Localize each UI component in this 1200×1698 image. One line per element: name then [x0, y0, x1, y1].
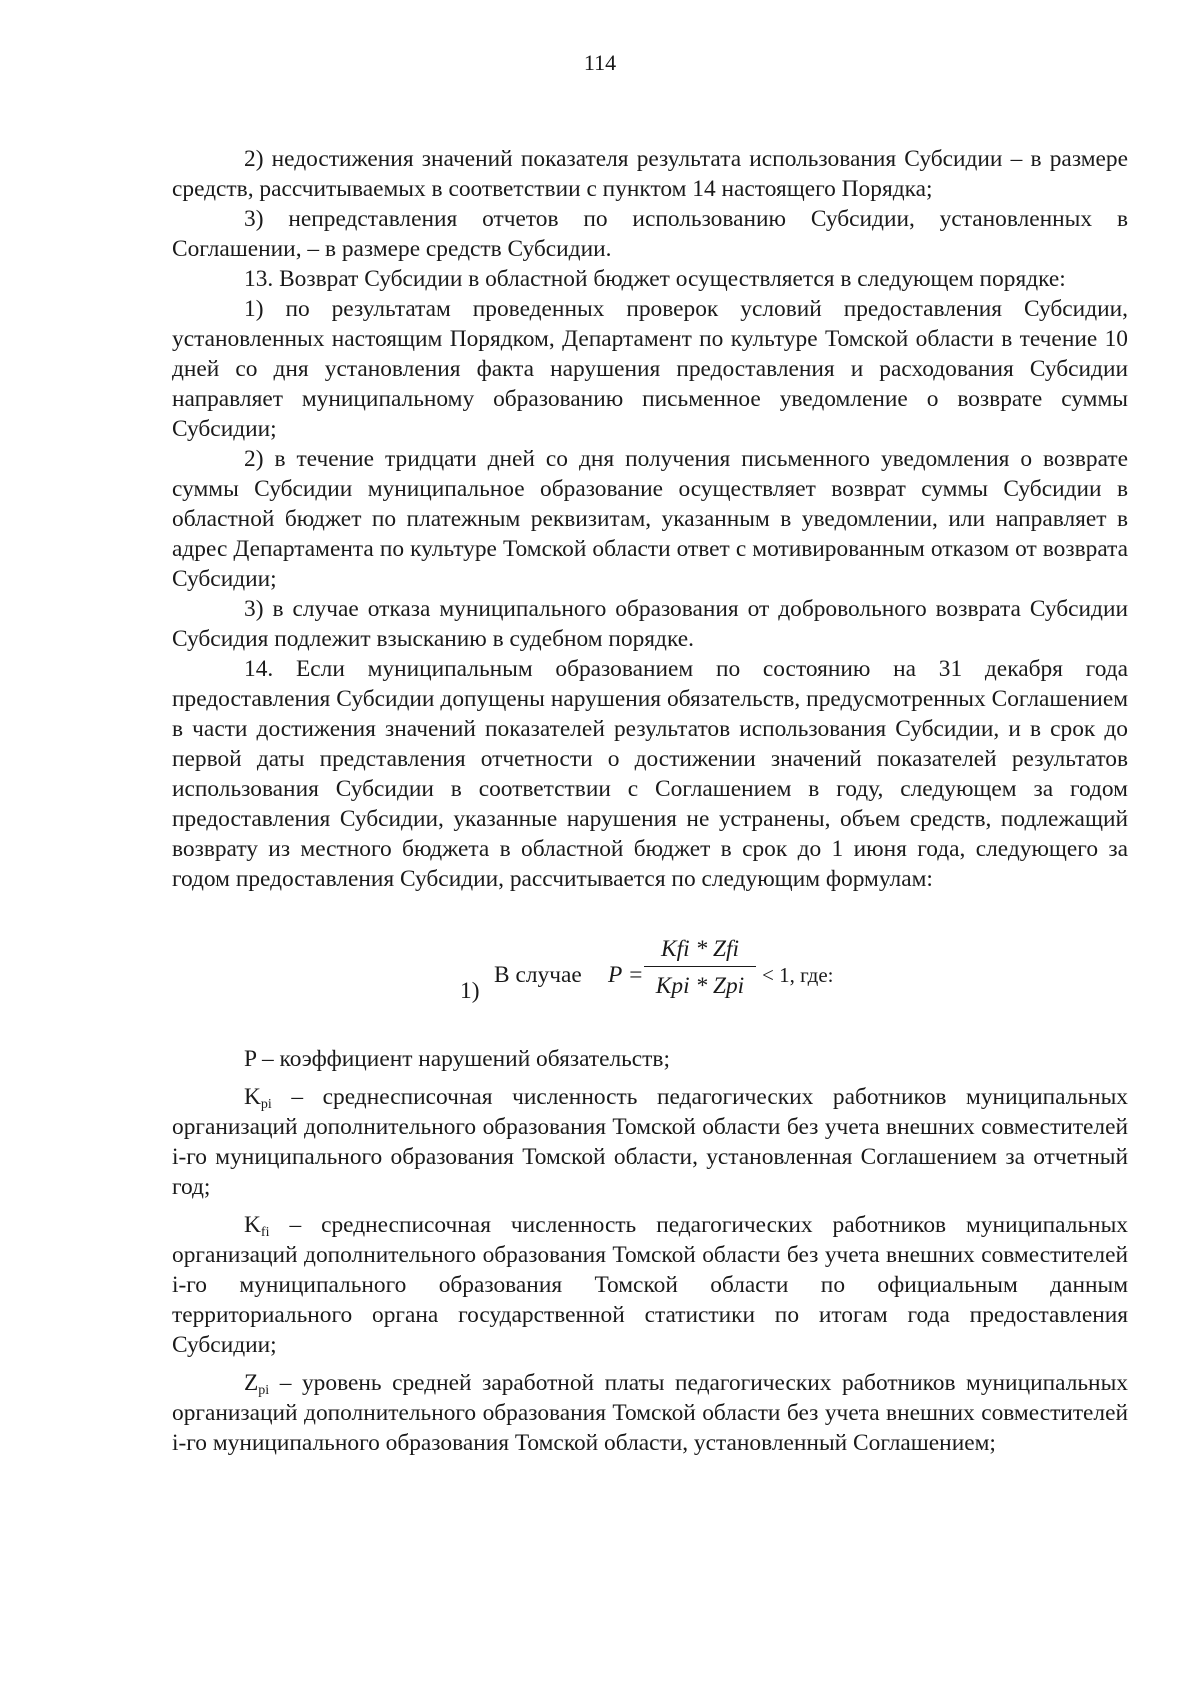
paragraph-section-13: 13. Возврат Субсидии в областной бюджет осуществляется в следующем порядке:	[244, 266, 1066, 292]
formula-block	[172, 894, 1128, 1044]
paragraph-13-item-1: 1) по результатам проведенных проверок условий предоставления Субсидии, установленных настоящим Порядком, Департамент по культуре Томской области в течение 10 дней со дня установления факта нарушения предоставления и расходования Субсидии направляет муниципальному образованию письменное уведомление о возврате суммы Субсидии;	[172, 296, 1128, 442]
definition-kpi-subscript: pi	[260, 1097, 272, 1112]
definition-zpi-text: – уровень средней заработной платы педагогических работников муниципальных организаций дополнительного образования Томской области без учета внешних совместителей i-го муниципального образования Томской области, установленный Соглашением;	[172, 1370, 1128, 1456]
paragraph-item-2-underachievement: 2) недостижения значений показателя результата использования Субсидии – в размере средств, рассчитываемых в соответствии с пунктом 14 настоящего Порядка;	[172, 146, 1128, 202]
definition-zpi	[172, 1368, 1128, 1458]
paragraph-section-14: 14. Если муниципальным образованием по состоянию на 31 декабря года предоставления Субсидии допущены нарушения обязательств, предусмотренных Соглашением в части достижения значений показателей результатов использования Субсидии, и в срок до первой даты представления отчетности о достижении значений показателей результатов использования Субсидии в соответствии с Соглашением в году, следующем за годом предоставления Субсидии, указанные нарушения не устранены, объем средств, подлежащий возврату из местного бюджета в областной бюджет в срок до 1 июня года, следующего за годом предоставления Субсидии, рассчитывается по следующим формулам:	[172, 656, 1128, 892]
formula-case-text: В случае	[494, 962, 582, 988]
paragraph-13-item-3: 3) в случае отказа муниципального образования от добровольного возврата Субсидии Субсидия подлежит взысканию в судебном порядке.	[172, 596, 1128, 652]
formula-numerator: Kfi * Zfi	[661, 936, 739, 962]
definition-kpi-symbol: K	[244, 1084, 261, 1110]
definition-zpi-symbol: Z	[244, 1370, 259, 1396]
definition-kpi-text: – среднесписочная численность педагогических работников муниципальных организаций дополнительного образования Томской области без учета внешних совместителей i-го муниципального образования Томской области, установленная Соглашением за отчетный год;	[172, 1084, 1128, 1200]
definition-kfi-symbol: K	[244, 1212, 261, 1238]
formula-lhs: P =	[608, 962, 644, 988]
definition-kfi-text: – среднесписочная численность педагогических работников муниципальных организаций дополнительного образования Томской области без учета внешних совместителей i-го муниципального образования Томской области по официальным данным территориального органа государственной статистики по итогам года предоставления Субсидии;	[172, 1212, 1128, 1358]
page-number: 114	[583, 50, 617, 75]
formula-fraction	[644, 936, 756, 999]
document-body	[172, 144, 1128, 1458]
definition-kpi	[172, 1082, 1128, 1202]
fraction-bar	[644, 966, 756, 967]
formula-tail: < 1, где:	[762, 963, 834, 987]
definition-p: P – коэффициент нарушений обязательств;	[244, 1046, 670, 1072]
definition-kfi	[172, 1210, 1128, 1360]
paragraph-13-item-2: 2) в течение тридцати дней со дня получения письменного уведомления о возврате суммы Субсидии муниципальное образование осуществляет возврат суммы Субсидии в областной бюджет по платежным реквизитам, указанным в уведомлении, или направляет в адрес Департамента по культуре Томской области ответ с мотивированным отказом от возврата Субсидии;	[172, 446, 1128, 592]
definition-kfi-subscript: fi	[260, 1225, 270, 1240]
paragraph-item-3-no-reports: 3) непредставления отчетов по использованию Субсидии, установленных в Соглашении, – в размере средств Субсидии.	[172, 206, 1128, 262]
formula-number: 1)	[460, 978, 480, 1004]
definition-zpi-subscript: pi	[258, 1383, 270, 1398]
formula-denominator: Kpi * Zpi	[655, 973, 745, 999]
